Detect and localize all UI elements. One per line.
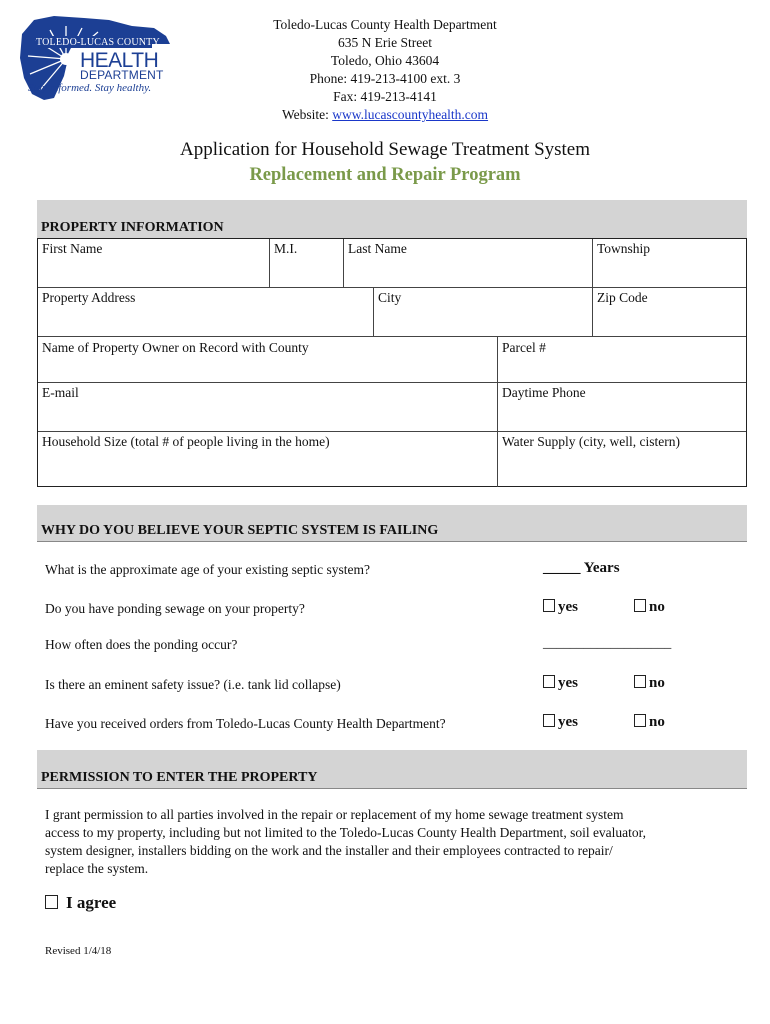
orders-yes-label: yes xyxy=(558,714,578,730)
checkbox-icon xyxy=(634,599,646,612)
logo-tagline: Stay informed. Stay healthy. xyxy=(28,82,152,94)
checkbox-icon xyxy=(543,714,555,727)
safety-no-checkbox[interactable] xyxy=(634,675,665,692)
septic-age-input[interactable] xyxy=(543,560,620,577)
question-orders: Have you received orders from Toledo-Lucas County Health Department? xyxy=(45,716,446,731)
form-subtitle: Replacement and Repair Program xyxy=(249,165,521,185)
property-info-table xyxy=(37,238,747,487)
zip-code-field[interactable]: Zip Code xyxy=(597,290,648,305)
logo-health-text: HEALTH xyxy=(80,49,159,72)
email-field[interactable]: E-mail xyxy=(42,385,79,400)
ponding-yes-label: yes xyxy=(558,599,578,615)
city-state-zip: Toledo, Ohio 43604 xyxy=(330,53,440,68)
checkbox-icon xyxy=(543,599,555,612)
phone-number: Phone: 419-213-4100 ext. 3 xyxy=(309,71,461,86)
permission-line-4: replace the system. xyxy=(45,861,149,876)
ponding-no-checkbox[interactable] xyxy=(634,599,665,616)
property-section-title: PROPERTY INFORMATION xyxy=(41,220,224,235)
question-safety-issue: Is there an eminent safety issue? (i.e. tank lid collapse) xyxy=(45,677,341,692)
street-address: 635 N Erie Street xyxy=(337,35,433,50)
permission-text xyxy=(45,806,735,878)
permission-line-3: system designer, installers bidding on the work and the installer and their employees contracted to repair/ xyxy=(45,843,613,858)
middle-initial-field[interactable]: M.I. xyxy=(274,241,298,256)
agree-label: I agree xyxy=(66,893,117,912)
section-header-permission xyxy=(37,750,747,789)
checkbox-icon xyxy=(634,714,646,727)
permission-line-1: I grant permission to all parties involved in the repair or replacement of my home sewage treatment system xyxy=(45,807,624,822)
permission-section-title: PERMISSION TO ENTER THE PROPERTY xyxy=(41,770,318,785)
safety-no-label: no xyxy=(649,675,665,691)
property-address-field[interactable]: Property Address xyxy=(42,290,136,305)
orders-no-checkbox[interactable] xyxy=(634,714,665,731)
fax-number: Fax: 419-213-4141 xyxy=(333,89,437,104)
question-septic-age: What is the approximate age of your existing septic system? xyxy=(45,562,371,577)
owner-name-field[interactable]: Name of Property Owner on Record with County xyxy=(42,340,309,355)
address-block xyxy=(200,16,570,124)
checkbox-icon xyxy=(543,675,555,688)
first-name-field[interactable]: First Name xyxy=(42,241,103,256)
permission-line-2: access to my property, including but not limited to the Toledo-Lucas County Health Department, soil evaluator, xyxy=(45,825,647,840)
household-size-field[interactable]: Household Size (total # of people living in the home) xyxy=(42,434,330,449)
form-title: Application for Household Sewage Treatment System xyxy=(179,139,591,160)
website-label: Website: xyxy=(281,107,333,122)
question-ponding: Do you have ponding sewage on your property? xyxy=(45,601,305,616)
safety-yes-checkbox[interactable] xyxy=(543,675,578,692)
website-line xyxy=(200,106,570,124)
ponding-no-label: no xyxy=(649,599,665,615)
website-link[interactable]: www.lucascountyhealth.com xyxy=(332,107,489,122)
failing-section-title: WHY DO YOU BELIEVE YOUR SEPTIC SYSTEM IS FAILING xyxy=(41,523,439,538)
years-label: Years xyxy=(583,560,620,576)
section-header-property xyxy=(37,200,747,238)
logo-department-text: DEPARTMENT xyxy=(80,68,164,82)
agree-checkbox[interactable] xyxy=(45,893,116,913)
ponding-yes-checkbox[interactable] xyxy=(543,599,578,616)
checkbox-icon xyxy=(45,895,58,909)
township-field[interactable]: Township xyxy=(597,241,651,256)
orders-no-label: no xyxy=(649,714,665,730)
orders-yes-checkbox[interactable] xyxy=(543,714,578,731)
logo-county-text: TOLEDO-LUCAS COUNTY xyxy=(36,37,160,48)
safety-yes-label: yes xyxy=(558,675,578,691)
checkbox-icon xyxy=(634,675,646,688)
daytime-phone-field[interactable]: Daytime Phone xyxy=(502,385,586,400)
water-supply-field[interactable]: Water Supply (city, well, cistern) xyxy=(502,434,680,449)
section-header-failing xyxy=(37,505,747,542)
last-name-field[interactable]: Last Name xyxy=(348,241,407,256)
org-name: Toledo-Lucas County Health Department xyxy=(273,17,497,32)
parcel-field[interactable]: Parcel # xyxy=(502,340,546,355)
question-ponding-frequency: How often does the ponding occur? xyxy=(45,637,238,652)
revision-date: Revised 1/4/18 xyxy=(45,945,112,957)
septic-age-blank[interactable]: _____ xyxy=(543,560,581,576)
city-field[interactable]: City xyxy=(378,290,402,305)
ponding-frequency-input[interactable]: ___________________ xyxy=(543,635,672,650)
